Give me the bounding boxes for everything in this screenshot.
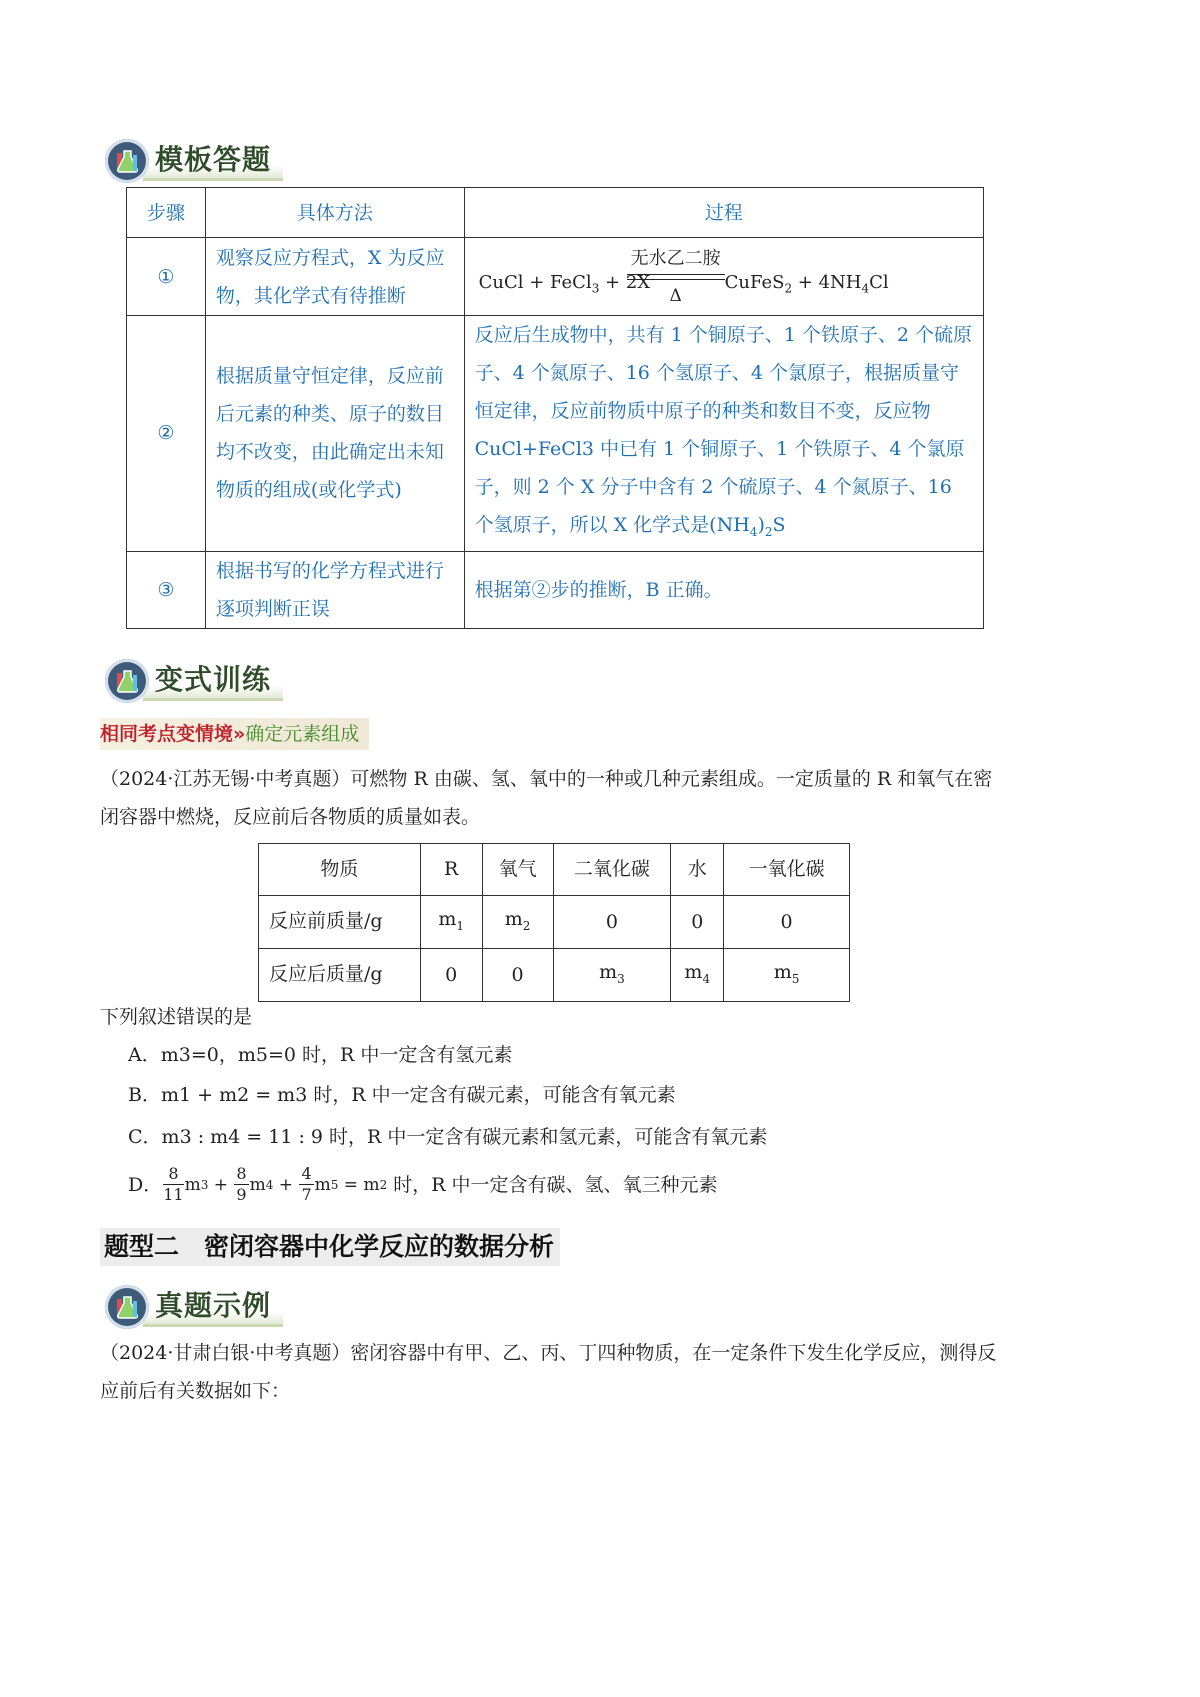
formula-expression: $\frac{8}{11}$ m 3 + $\frac{8}{9}$ m 4 + $\frac{4}{7}$ m 5 = m 2 (163, 1164, 388, 1204)
option-letter: B． (128, 1084, 161, 1106)
question-prompt: 下列叙述错误的是 (100, 1006, 253, 1028)
cell-sub: 1 (456, 918, 465, 933)
header-co: 一氧化碳 (724, 844, 850, 896)
formula-sub: 2 (764, 524, 773, 539)
option-letter: A． (128, 1044, 161, 1066)
section-heading-variant-training (105, 658, 283, 704)
cell-value: m (684, 960, 703, 983)
option-text: m3=0，m5=0 时，R 中一定含有氢元素 (160, 1044, 513, 1066)
method-text: 观察反应方程式，X 为反应物，其化学式有待推断 (205, 238, 464, 316)
option-text: m1 + m2 = m3 时，R 中一定含有碳元素，可能含有氧元素 (160, 1084, 676, 1106)
question-stem: （2024·江苏无锡·中考真题）可燃物 R 由碳、氢、氧中的一种或几种元素组成。一定质量的 R 和氧气在密闭容器中燃烧，反应前后各物质的质量如表。 (100, 768, 993, 828)
table-row (259, 896, 850, 949)
table-cell: 0 (671, 896, 724, 949)
eq-condition-bottom: Δ (669, 285, 682, 306)
step-number: ③ (127, 551, 206, 628)
cell-value: m (599, 960, 618, 983)
formula-end: S (772, 514, 786, 536)
table-cell (671, 949, 724, 1002)
section-title: 变式训练 (143, 662, 283, 701)
eq-sub: 3 (591, 281, 600, 296)
option-d[interactable] (128, 1164, 718, 1205)
flask-icon (105, 659, 149, 703)
mass-table (258, 843, 850, 1002)
option-c[interactable] (128, 1118, 767, 1156)
method-table (126, 187, 984, 629)
header-water: 水 (671, 844, 724, 896)
table-row (259, 949, 850, 1002)
method-text: 根据书写的化学方程式进行逐项判断正误 (205, 551, 464, 628)
cell-sub: 5 (791, 971, 800, 986)
header-substance: 物质 (259, 844, 421, 896)
process-text: 根据第②步的推断，B 正确。 (464, 551, 983, 628)
process-body: 反应后生成物中，共有 1 个铜原子、1 个铁原子、2 个硫原子、4 个氮原子、16 个氢原子、4 个氯原子，根据质量守恒定律，反应前物质中原子的种类和数目不变，反应物 CuCl+FeCl3 中已有 1 个铜原子、1 个铁原子、4 个氯原子，则 2 个 X 分子中含有 2 个硫原子、4 个氮原子、16 个氢原子，所以 X 化学式是(NH (474, 324, 973, 536)
eq-sub: 2 (784, 281, 793, 296)
eq-product-tail: Cl (869, 271, 889, 293)
table-cell (420, 896, 482, 949)
process-text (464, 316, 983, 552)
cell-sub: 4 (702, 971, 711, 986)
eq-sub: 4 (861, 281, 870, 296)
header-step: 步骤 (127, 188, 206, 238)
table-row (127, 551, 984, 628)
step-number: ① (127, 238, 206, 316)
table-cell (482, 896, 553, 949)
header-oxygen: 氧气 (482, 844, 553, 896)
eq-product-2: + 4NH (792, 271, 862, 293)
chemical-equation (464, 238, 983, 316)
context-label: 相同考点变情境 (100, 723, 234, 745)
section-title: 真题示例 (143, 1288, 283, 1327)
double-arrow-icon: » (233, 723, 246, 745)
header-process: 过程 (464, 188, 983, 238)
option-text: m3 : m4 = 11 : 9 时，R 中一定含有碳元素和氢元素，可能含有氧元素 (161, 1126, 768, 1148)
cell-value: m (773, 960, 792, 983)
eq-arrow-line-1 (627, 274, 725, 275)
table-cell (553, 949, 671, 1002)
section-heading-real-example (105, 1284, 283, 1330)
cell-value: m (504, 907, 523, 930)
table-row (127, 238, 984, 316)
table-cell: 0 (553, 896, 671, 949)
step-number: ② (127, 316, 206, 552)
table-header-row (127, 188, 984, 238)
flask-icon (105, 1285, 149, 1329)
cell-sub: 3 (617, 971, 625, 986)
option-letter: C． (128, 1126, 162, 1148)
cell-sub: 2 (522, 918, 531, 933)
eq-reactant-x: + 2X (599, 271, 651, 293)
cell-value: m (438, 907, 457, 930)
table-header-row (259, 844, 850, 896)
flask-icon (105, 139, 149, 183)
eq-arrow-line-2 (627, 279, 725, 280)
eq-reactants: CuCl + FeCl (478, 271, 592, 293)
table-row (127, 316, 984, 552)
formula-part: ) (757, 514, 765, 536)
table-cell: 0 (482, 949, 553, 1002)
section-heading-template-answer (105, 138, 283, 184)
question-stem-2: （2024·甘肃白银·中考真题）密闭容器中有甲、乙、丙、丁四种物质，在一定条件下发生化学反应，测得反应前后有关数据如下： (100, 1342, 997, 1402)
method-text: 根据质量守恒定律，反应前后元素的种类、原子的数目均不改变，由此确定出未知物质的组成(或化学式) (205, 316, 464, 552)
eq-product-1: CuFeS (724, 271, 785, 293)
row-label: 反应后质量/g (259, 949, 421, 1002)
table-cell: 0 (724, 896, 850, 949)
option-b[interactable] (128, 1076, 676, 1114)
eq-condition-top: 无水乙二胺 (630, 247, 721, 269)
option-letter: D． (128, 1173, 163, 1196)
header-co2: 二氧化碳 (553, 844, 671, 896)
context-topic: 确定元素组成 (245, 723, 360, 745)
option-a[interactable] (128, 1036, 512, 1074)
table-cell (724, 949, 850, 1002)
row-label: 反应前质量/g (259, 896, 421, 949)
context-tag (100, 718, 369, 750)
formula-sub: 4 (749, 524, 758, 539)
section-title-type2: 题型二 密闭容器中化学反应的数据分析 (100, 1228, 560, 1266)
header-method: 具体方法 (205, 188, 464, 238)
option-text: 时，R 中一定含有碳、氢、氧三种元素 (393, 1173, 718, 1196)
section-title: 模板答题 (143, 142, 283, 181)
header-r: R (420, 844, 482, 896)
table-cell: 0 (420, 949, 482, 1002)
